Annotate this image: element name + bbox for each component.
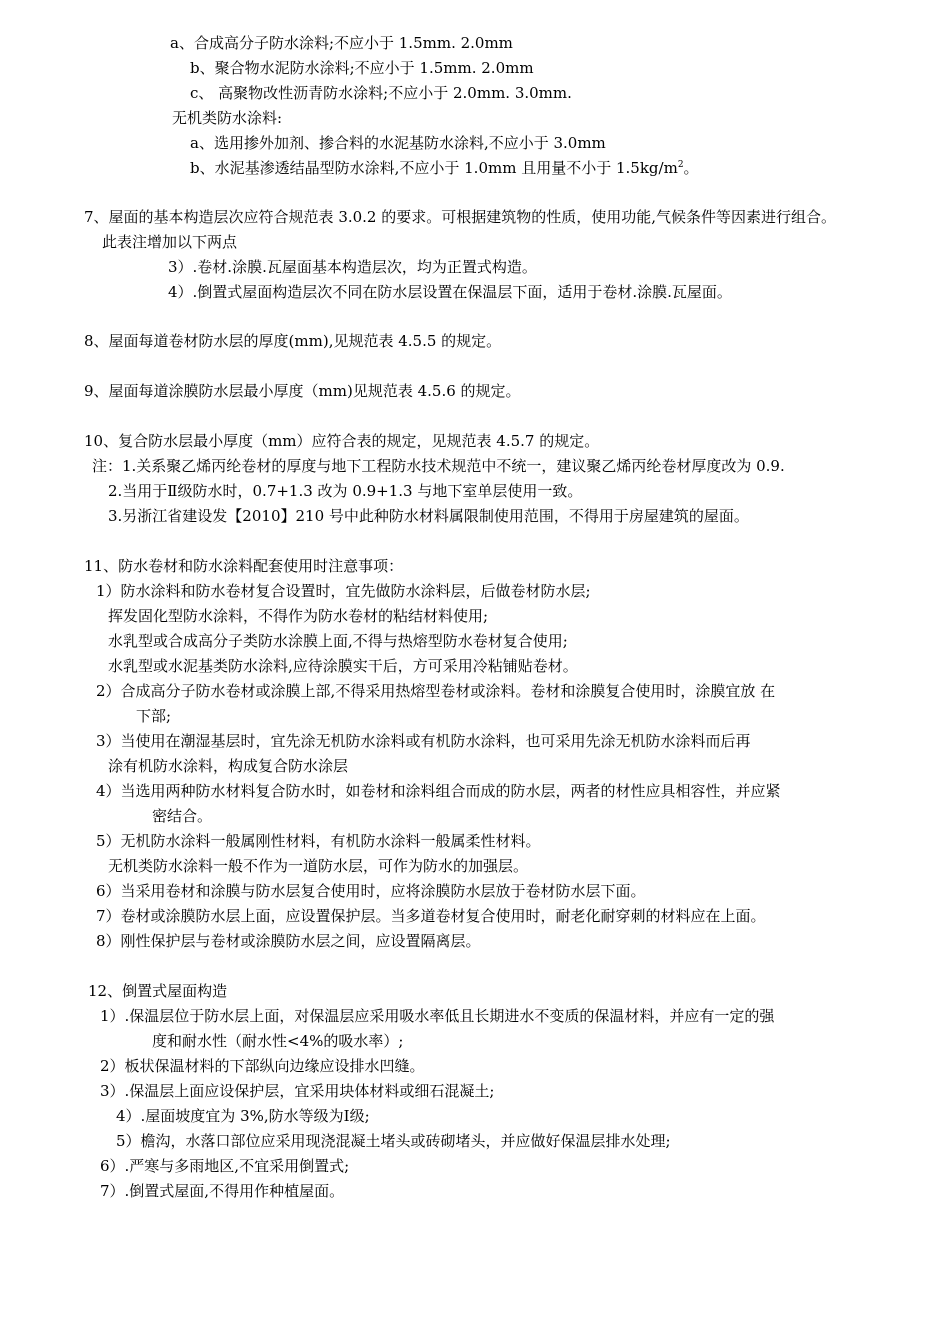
section-12-line: 7）.倒置式屋面,不得用作种植屋面。 (100, 1182, 345, 1200)
section-12-line: 2）板状保温材料的下部纵向边缘应设排水凹缝。 (100, 1057, 425, 1075)
section-11-line: 1）防水涂料和防水卷材复合设置时，宜先做防水涂料层，后做卷材防水层; (96, 582, 591, 600)
section-7-title: 7、屋面的基本构造层次应符合规范表 3.0.2 的要求。可根据建筑物的性质，使用功能,气候条件等因素进行组合。 (84, 208, 837, 226)
coating-item-b: b、聚合物水泥防水涂料;不应小于 1.5mm. 2.0mm (190, 59, 534, 77)
section-9: 9、屋面每道涂膜防水层最小厚度（mm)见规范表 4.5.6 的规定。 (84, 382, 521, 400)
inorganic-coating-heading: 无机类防水涂料: (172, 109, 283, 127)
section-8: 8、屋面每道卷材防水层的厚度(mm),见规范表 4.5.5 的规定。 (84, 332, 502, 350)
section-10-note-1: 注：1.关系聚乙烯丙纶卷材的厚度与地下工程防水技术规范中不统一，建议聚乙烯丙纶卷材厚度改为 0.9. (92, 457, 785, 475)
superscript-2: 2 (677, 160, 684, 170)
inorganic-item-b-text: b、水泥基渗透结晶型防水涂料,不应小于 1.0mm 且用量不小于 1.5kg/m (190, 159, 678, 177)
section-11-line: 下部; (136, 707, 172, 725)
section-7-item-4: 4）.倒置式屋面构造层次不同在防水层设置在保温层下面，适用于卷材.涂膜.瓦屋面。 (168, 283, 732, 301)
section-11-line: 5）无机防水涂料一般属刚性材料，有机防水涂料一般属柔性材料。 (96, 832, 541, 850)
section-12-line: 6）.严寒与多雨地区,不宜采用倒置式; (100, 1157, 350, 1175)
section-11-line: 挥发固化型防水涂料，不得作为防水卷材的粘结材料使用; (108, 607, 489, 625)
section-12-line: 3）.保温层上面应设保护层，宜采用块体材料或细石混凝土; (100, 1082, 495, 1100)
section-12-line: 度和耐水性（耐水性<4%的吸水率）; (152, 1032, 404, 1050)
section-11-line: 水乳型或合成高分子类防水涂膜上面,不得与热熔型防水卷材复合使用; (108, 632, 568, 650)
section-11-line: 无机类防水涂料一般不作为一道防水层，可作为防水的加强层。 (108, 857, 529, 875)
coating-item-c: c、 高聚物改性沥青防水涂料;不应小于 2.0mm. 3.0mm. (190, 84, 572, 102)
section-12-line: 4）.屋面坡度宜为 3%,防水等级为Ⅰ级; (116, 1107, 370, 1125)
section-7-note: 此表注增加以下两点 (102, 233, 238, 251)
section-11-line: 水乳型或水泥基类防水涂料,应待涂膜实干后，方可采用冷粘铺贴卷材。 (108, 657, 578, 675)
section-11-line: 6）当采用卷材和涂膜与防水层复合使用时，应将涂膜防水层放于卷材防水层下面。 (96, 882, 646, 900)
inorganic-item-b (190, 158, 699, 178)
section-10-note-3: 3.另浙江省建设发【2010】210 号中此种防水材料属限制使用范围，不得用于房屋建筑的屋面。 (108, 507, 749, 525)
section-10-title: 10、复合防水层最小厚度（mm）应符合表的规定，见规范表 4.5.7 的规定。 (84, 432, 600, 450)
section-11-line: 密结合。 (152, 807, 213, 825)
section-12-line: 1）.保温层位于防水层上面，对保温层应采用吸水率低且长期进水不变质的保温材料，并应有一定的强 (100, 1007, 775, 1025)
section-11-line: 7）卷材或涂膜防水层上面，应设置保护层。当多道卷材复合使用时，耐老化耐穿刺的材料应在上面。 (96, 907, 766, 925)
inorganic-item-a: a、选用掺外加剂、掺合料的水泥基防水涂料,不应小于 3.0mm (190, 134, 606, 152)
coating-item-a: a、合成高分子防水涂料;不应小于 1.5mm. 2.0mm (170, 34, 513, 52)
section-7-item-3: 3）.卷材.涂膜.瓦屋面基本构造层次，均为正置式构造。 (168, 258, 537, 276)
section-11-line: 4）当选用两种防水材料复合防水时，如卷材和涂料组合而成的防水层，两者的材性应具相容性，并应紧 (96, 782, 781, 800)
section-11-line: 涂有机防水涂料，构成复合防水涂层 (108, 757, 349, 775)
section-10-note-2: 2.当用于Ⅱ级防水时，0.7+1.3 改为 0.9+1.3 与地下室单层使用一致。 (108, 482, 583, 500)
section-11-line: 3）当使用在潮湿基层时，宜先涂无机防水涂料或有机防水涂料，也可采用先涂无机防水涂料而后再 (96, 732, 751, 750)
inorganic-item-b-end: 。 (683, 159, 699, 177)
section-11-title: 11、防水卷材和防水涂料配套使用时注意事项： (84, 557, 404, 575)
section-11-line: 8）刚性保护层与卷材或涂膜防水层之间，应设置隔离层。 (96, 932, 481, 950)
section-12-line: 5）檐沟，水落口部位应采用现浇混凝土堵头或砖砌堵头，并应做好保温层排水处理; (116, 1132, 671, 1150)
section-11-line: 2）合成高分子防水卷材或涂膜上部,不得采用热熔型卷材或涂料。卷材和涂膜复合使用时，涂膜宜放 在 (96, 682, 776, 700)
section-12-title: 12、倒置式屋面构造 (88, 982, 228, 1000)
